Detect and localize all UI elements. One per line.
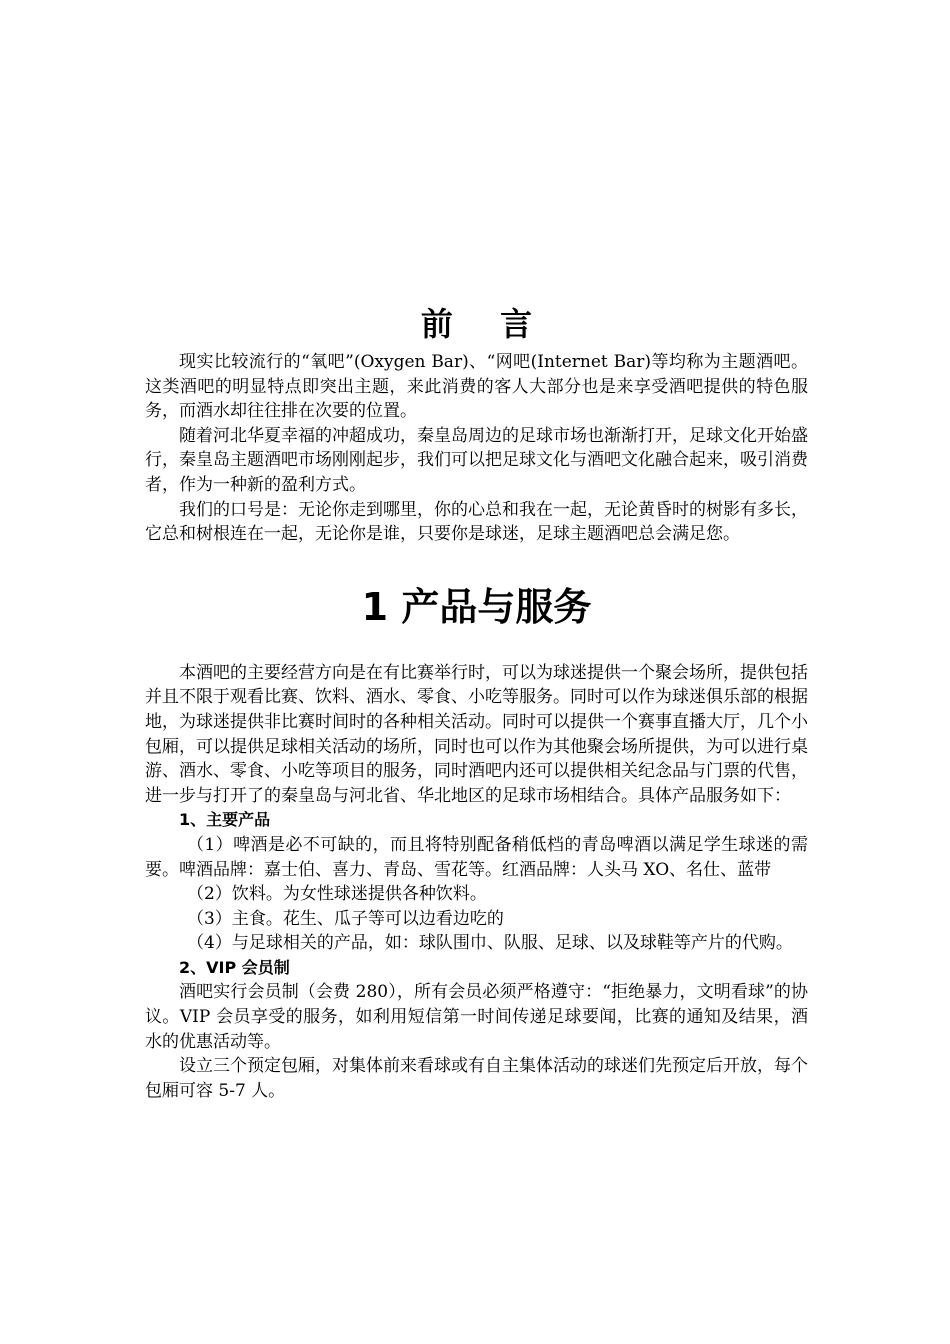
preface-paragraph-2: 随着河北华夏幸福的冲超成功，秦皇岛周边的足球市场也渐渐打开，足球文化开始盛行，秦皇岛主题酒吧市场刚刚起步，我们可以把足球文化与酒吧文化融合起来，吸引消费者，作为一种新的盈利方式。 <box>145 425 808 495</box>
vip-paragraph-2: 设立三个预定包厢，对集体前来看球或有自主集体活动的球迷们先预定后开放，每个包厢可容 5-7 人。 <box>145 1056 808 1101</box>
vip-paragraph-1: 酒吧实行会员制（会费 280），所有会员必须严格遵守：“拒绝暴力，文明看球”的协议。VIP 会员享受的服务，如利用短信第一时间传递足球要闻，比赛的通知及结果，酒水的优惠活动等。 <box>145 982 808 1052</box>
section-vip-heading: 2、VIP 会员制 <box>179 957 290 977</box>
product-item-1: （1）啤酒是必不可缺的，而且将特别配备稍低档的青岛啤酒以满足学生球迷的需要。啤酒品牌：嘉士伯、喜力、青岛、雪花等。红酒品牌：人头马 XO、名仕、蓝带 <box>145 834 808 880</box>
chapter-1-title: 1 产品与服务 <box>361 584 592 629</box>
page-content <box>145 298 808 1103</box>
product-item-2: （2）饮料。为女性球迷提供各种饮料。 <box>187 884 487 905</box>
preface-paragraph-3: 我们的口号是：无论你走到哪里，你的心总和我在一起，无论黄昏时的树影有多长，它总和树根连在一起，无论你是谁，只要你是球迷，足球主题酒吧总会满足您。 <box>145 499 808 545</box>
chapter-spacer <box>145 637 808 661</box>
product-item-4: （4）与足球相关的产品，如：球队围巾、队服、足球、以及球鞋等产片的代购。 <box>187 933 793 954</box>
product-item-3: （3）主食。花生、瓜子等可以边看边吃的 <box>187 908 504 929</box>
section-main-products-heading: 1、主要产品 <box>179 810 271 830</box>
preface-paragraph-1: 现实比较流行的“氧吧”(Oxygen Bar)、“网吧(Internet Bar)等均称为主题酒吧。这类酒吧的明显特点即突出主题，来此消费的客人大部分也是来享受酒吧提供的特色服务，而酒水却往往排在次要的位置。 <box>145 352 808 422</box>
preface-title: 前 言 <box>420 305 551 343</box>
chapter-1-intro: 本酒吧的主要经营方向是在有比赛举行时，可以为球迷提供一个聚会场所，提供包括并且不限于观看比赛、饮料、酒水、零食、小吃等服务。同时可以作为球迷俱乐部的根据地，为球迷提供非比赛时间时的各种相关活动。同时可以提供一个赛事直播大厅，几个小包厢，可以提供足球相关活动的场所，同时也可以作为其他聚会场所提供，为可以进行桌游、酒水、零食、小吃等项目的服务，同时酒吧内还可以提供相关纪念品与门票的代售，进一步与打开了的秦皇岛与河北省、华北地区的足球市场相结合。具体产品服务如下： <box>145 662 808 806</box>
